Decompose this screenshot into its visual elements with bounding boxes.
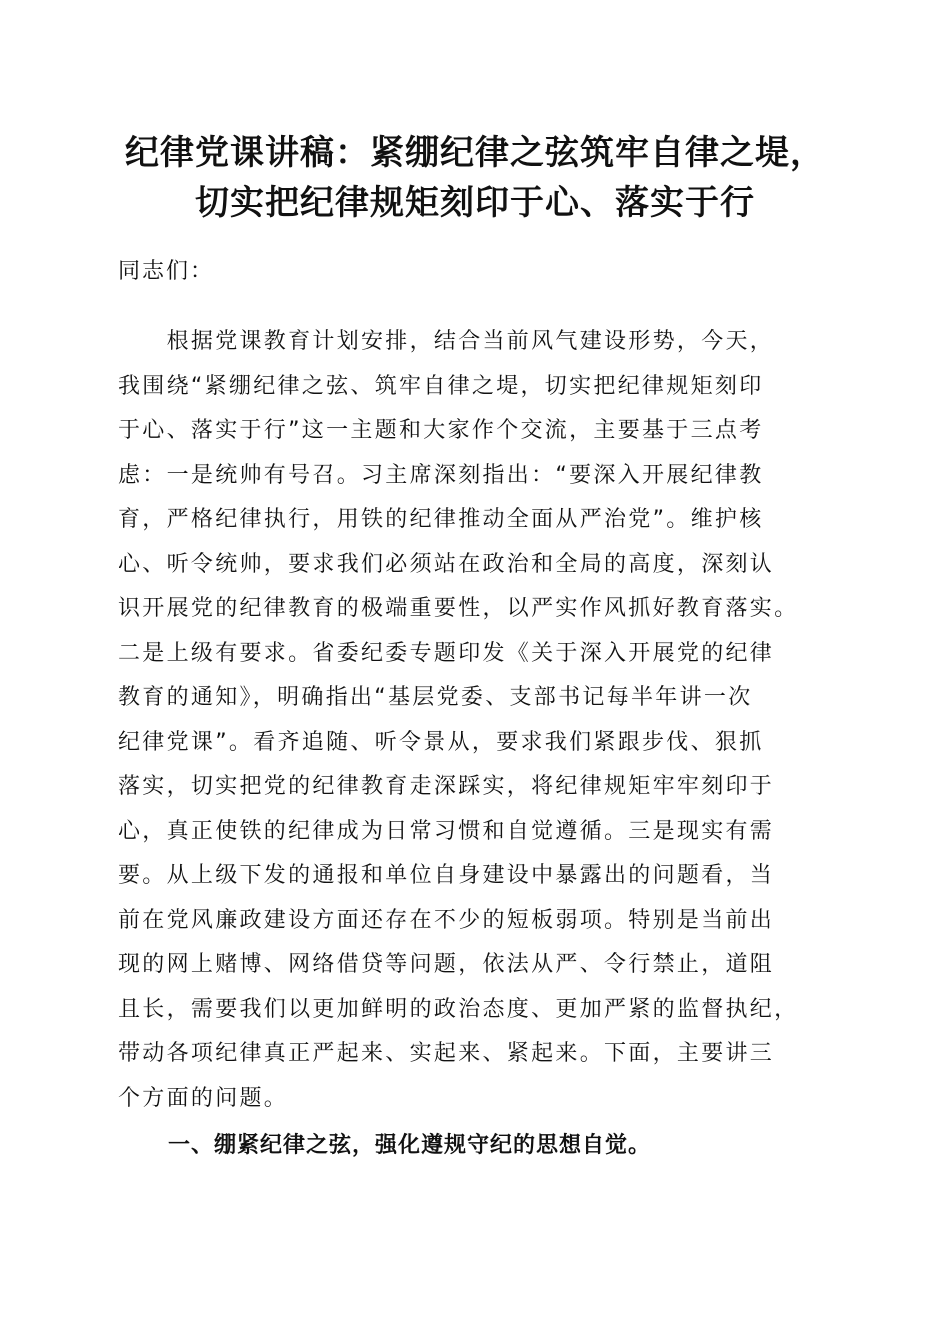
section-heading: 一、绷紧纪律之弦，强化遵规守纪的思想自觉。 — [168, 1133, 652, 1158]
salutation: 同志们： — [118, 259, 215, 284]
paragraph-line: 心、听令统帅，要求我们必须站在政治和全局的高度，深刻认 — [118, 551, 775, 577]
paragraph-line: 虑：一是统帅有号召。习主席深刻指出：“要深入开展纪律教 — [118, 462, 764, 488]
paragraph-line: 且长，需要我们以更加鲜明的政治态度、更加严紧的监督执纪， — [118, 996, 799, 1022]
paragraph-line: 落实，切实把党的纪律教育走深踩实，将纪律规矩牢牢刻印于 — [118, 774, 775, 799]
paragraph-line: 教育的通知》，明确指出“基层党委、支部书记每半年讲一次 — [118, 685, 753, 710]
paragraph-line: 我围绕“紧绷纪律之弦、筑牢自律之堤，切实把纪律规矩刻印 — [118, 373, 764, 399]
paragraph-line: 带动各项纪律真正严起来、实起来、紧起来。下面，主要讲三 — [118, 1041, 775, 1066]
paragraph-line: 前在党风廉政建设方面还存在不少的短板弱项。特别是当前出 — [118, 907, 775, 933]
body-paragraph — [118, 320, 838, 1121]
document-title — [60, 128, 890, 228]
paragraph-line: 个方面的问题。 — [118, 1085, 289, 1111]
paragraph-line: 根据党课教育计划安排，结合当前风气建设形势，今天， — [118, 329, 775, 354]
paragraph-line: 要。从上级下发的通报和单位自身建设中暴露出的问题看，当 — [118, 863, 775, 888]
paragraph-line: 纪律党课”。看齐追随、听令景从，要求我们紧跟步伐、狠抓 — [118, 729, 764, 755]
paragraph-line: 识开展党的纪律教育的极端重要性，以严实作风抓好教育落实。 — [118, 596, 799, 621]
paragraph-line: 育，严格纪律执行，用铁的纪律推动全面从严治党”。维护核 — [118, 507, 764, 532]
title-line-1: 纪律党课讲稿：紧绷纪律之弦筑牢自律之堤， — [125, 133, 825, 173]
title-line-2: 切实把纪律规矩刻印于心、落实于行 — [195, 183, 755, 223]
paragraph-line: 二是上级有要求。省委纪委专题印发《关于深入开展党的纪律 — [118, 640, 775, 666]
paragraph-line: 现的网上赌博、网络借贷等问题，依法从严、令行禁止，道阻 — [118, 952, 775, 977]
paragraph-line: 于心、落实于行”这一主题和大家作个交流，主要基于三点考 — [118, 418, 764, 443]
paragraph-line: 心，真正使铁的纪律成为日常习惯和自觉遵循。三是现实有需 — [118, 818, 775, 844]
